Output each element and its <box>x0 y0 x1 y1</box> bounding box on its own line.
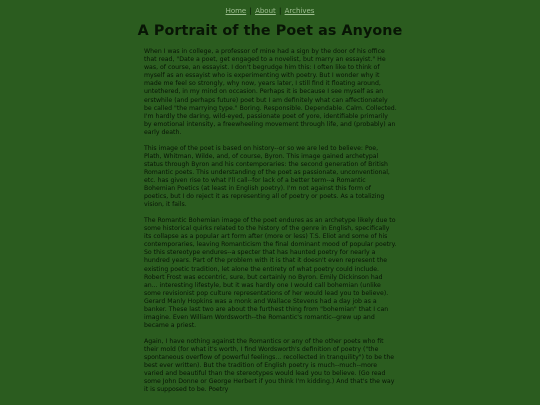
article-paragraph: The Romantic Bohemian image of the poet endures as an archetype likely due to some historical quirks related to the history of the genre in English, specifically its collapse as a popular art form after (more or less) T.S. Eliot and some of his contemporaries, leaving Romanticism the final dominant mood of popular poetry. So this stereotype endures--a specter that has haunted poetry for nearly a hundred years. Part of the problem with it is that it doesn't even represent the existing poetic tradition, let alone the entirety of what poetry could include. Robert Frost was eccentric, sure, but certainly no Byron. Emily Dickinson had an... interesting lifestyle, but it was hardly one I would call bohemian (unlike some revisionist pop culture representations of her would lead you to believe). Gerard Manly Hopkins was a monk and Wallace Stevens had a day job as a banker. These last two are about the furthest thing from "bohemian" that I can imagine. Even William Wordsworth--the Romantic's romantic--grew up and became a priest. <box>144 216 397 330</box>
nav-separator: | <box>279 7 282 15</box>
nav-link-archives[interactable]: Archives <box>284 7 315 15</box>
page-title: A Portrait of the Poet as Anyone <box>137 23 403 39</box>
article-paragraph: When I was in college, a professor of mine had a sign by the door of his office that read, "Date a poet, get engaged to a novelist, but marry an essayist." He was, of course, an essayist. I don't begrudge him this: I often like to think of myself as an essayist who is experimenting with poetry. But I wonder why it made me feel so strongly, why now, years later, I still find it floating around, untethered, in my mind on occasion. Perhaps it is because I see myself as an erstwhile (and perhaps future) poet but I am definitely what can affectionately be called "the marrying type." Boring. Responsible. Dependable. Calm. Collected. I'm hardly the daring, wild-eyed, passionate poet of yore, identifiable primarily by emotional intensity, a freewheeling movement through life, and (probably) an early death. <box>144 48 397 136</box>
article-body <box>144 48 397 395</box>
article-paragraph: This image of the poet is based on history--or so we are led to believe: Poe, Plath, Whitman, Wilde, and, of course, Byron. This image gained archetypal status through Byron and his contemporaries: the second generation of British Romantic poets. This understanding of the poet as passionate, unconventional, etc. has given rise to what I'll call--for lack of a better term--a Romantic Bohemian Poetics (at least in English poetry). I'm not against this form of poetics, but I do reject it as representing all of poetry or poets. As a totalizing vision, it fails. <box>144 144 390 209</box>
nav-separator: | <box>249 7 252 15</box>
nav-link-home[interactable]: Home <box>225 7 247 15</box>
article-paragraph: Again, I have nothing against the Romantics or any of the other poets who fit their mold (for what it's worth, I find Wordsworth's definition of poetry ("the spontaneous overflow of powerful feelings... recollected in tranquility") to be the best ever written). But the tradition of English poetry is much--much--more varied and beautiful than the stereotypes would lead you to believe. (Go read some John Donne or George Herbert if you think I'm kidding.) And that's the way it is supposed to be. Poetry <box>144 337 395 394</box>
nav-link-about[interactable]: About <box>255 7 276 15</box>
top-navigation <box>0 7 540 16</box>
